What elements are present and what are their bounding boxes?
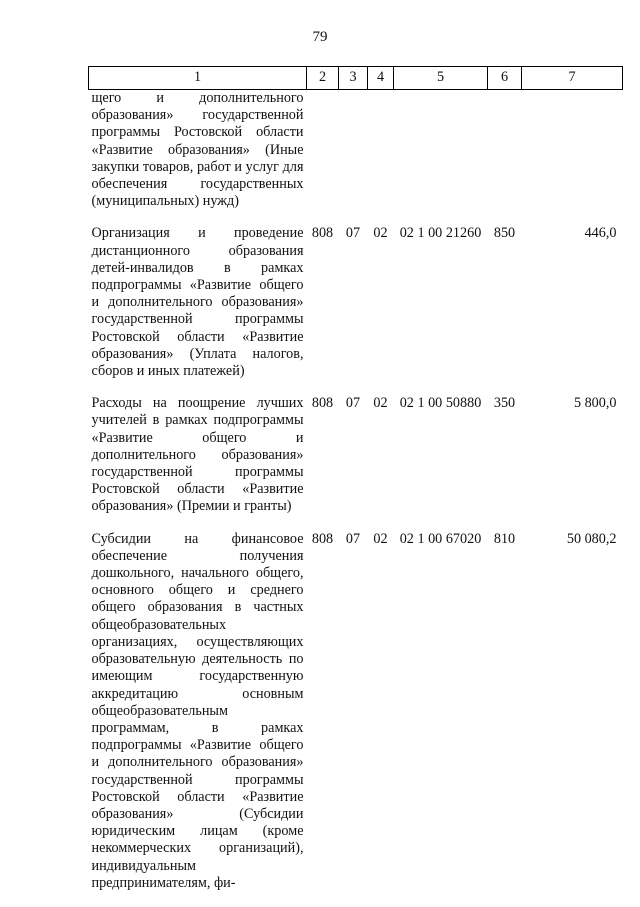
- row-expense-type: [488, 90, 522, 226]
- row-amount: 446,0: [584, 225, 617, 242]
- row-target-article: 02 1 00 67020: [399, 530, 482, 547]
- row-expense-type: 850: [493, 225, 516, 242]
- row-subsection-code: [368, 90, 394, 226]
- row-subsection-code: 02: [373, 530, 388, 547]
- row-ministry-code: 808: [311, 530, 334, 547]
- table-header: [89, 67, 623, 90]
- row-section-code: 07: [345, 530, 361, 547]
- row-ministry-code: [307, 90, 339, 226]
- row-description: Организация и проведение дистанционного образования детей-инвалидов в рамках подпрограммы «Развитие общего и дополнительного образования» государственной программы Ростовской области «Развитие образования» (Уплата налогов, сборов и иных платежей): [91, 225, 304, 380]
- row-target-article: 02 1 00 50880: [399, 395, 482, 412]
- row-section-code: 07: [345, 225, 361, 242]
- column-header-1: 1: [89, 67, 307, 90]
- row-target-article: [394, 90, 488, 226]
- table-row: [89, 531, 623, 907]
- table-row: [89, 90, 623, 226]
- table-row: [89, 225, 623, 395]
- row-amount: [522, 90, 623, 226]
- column-header-3: 3: [339, 67, 368, 90]
- row-target-article: 02 1 00 21260: [399, 225, 482, 242]
- row-subsection-code: 02: [373, 225, 388, 242]
- header-row: [89, 67, 623, 90]
- table-body: [89, 90, 623, 907]
- column-header-2: 2: [307, 67, 339, 90]
- column-header-7: 7: [522, 67, 623, 90]
- row-amount: 50 080,2: [566, 530, 617, 547]
- column-header-6: 6: [488, 67, 522, 90]
- row-subsection-code: 02: [373, 395, 388, 412]
- row-expense-type: 350: [493, 395, 516, 412]
- row-section-code: [339, 90, 368, 226]
- row-ministry-code: 808: [311, 395, 334, 412]
- column-header-5: 5: [394, 67, 488, 90]
- row-amount: 5 800,0: [573, 395, 617, 412]
- table-row: [89, 395, 623, 530]
- budget-table: [88, 66, 623, 907]
- column-header-4: 4: [368, 67, 394, 90]
- row-description: Субсидии на финансовое обеспечение получения дошкольного, начального общего, основного общего и среднего общего образования в частных общеобразовательных организациях, осуществляющих образовательную деятельность по имеющим государственную аккредитацию основным общеобразовательным программам, в рамках подпрограммы «Развитие общего и дополнительного образования» государственной программы Ростовской области «Развитие образования» (Субсидии юридическим лицам (кроме некоммерческих организаций), индивидуальным предпринимателям, фи-: [91, 530, 304, 891]
- row-ministry-code: 808: [311, 225, 334, 242]
- row-description: Расходы на поощрение лучших учителей в рамках подпрограммы «Развитие общего и дополнительного образования» государственной программы Ростовской области «Развитие образования» (Премии и гранты): [91, 395, 304, 515]
- row-section-code: 07: [345, 395, 361, 412]
- row-expense-type: 810: [493, 530, 516, 547]
- row-description: щего и дополнительного образования» государственной программы Ростовской области «Развитие образования» (Иные закупки товаров, работ и услуг для обеспечения государственных (муниципальных) нужд): [91, 90, 304, 210]
- page-number: 79: [312, 29, 328, 45]
